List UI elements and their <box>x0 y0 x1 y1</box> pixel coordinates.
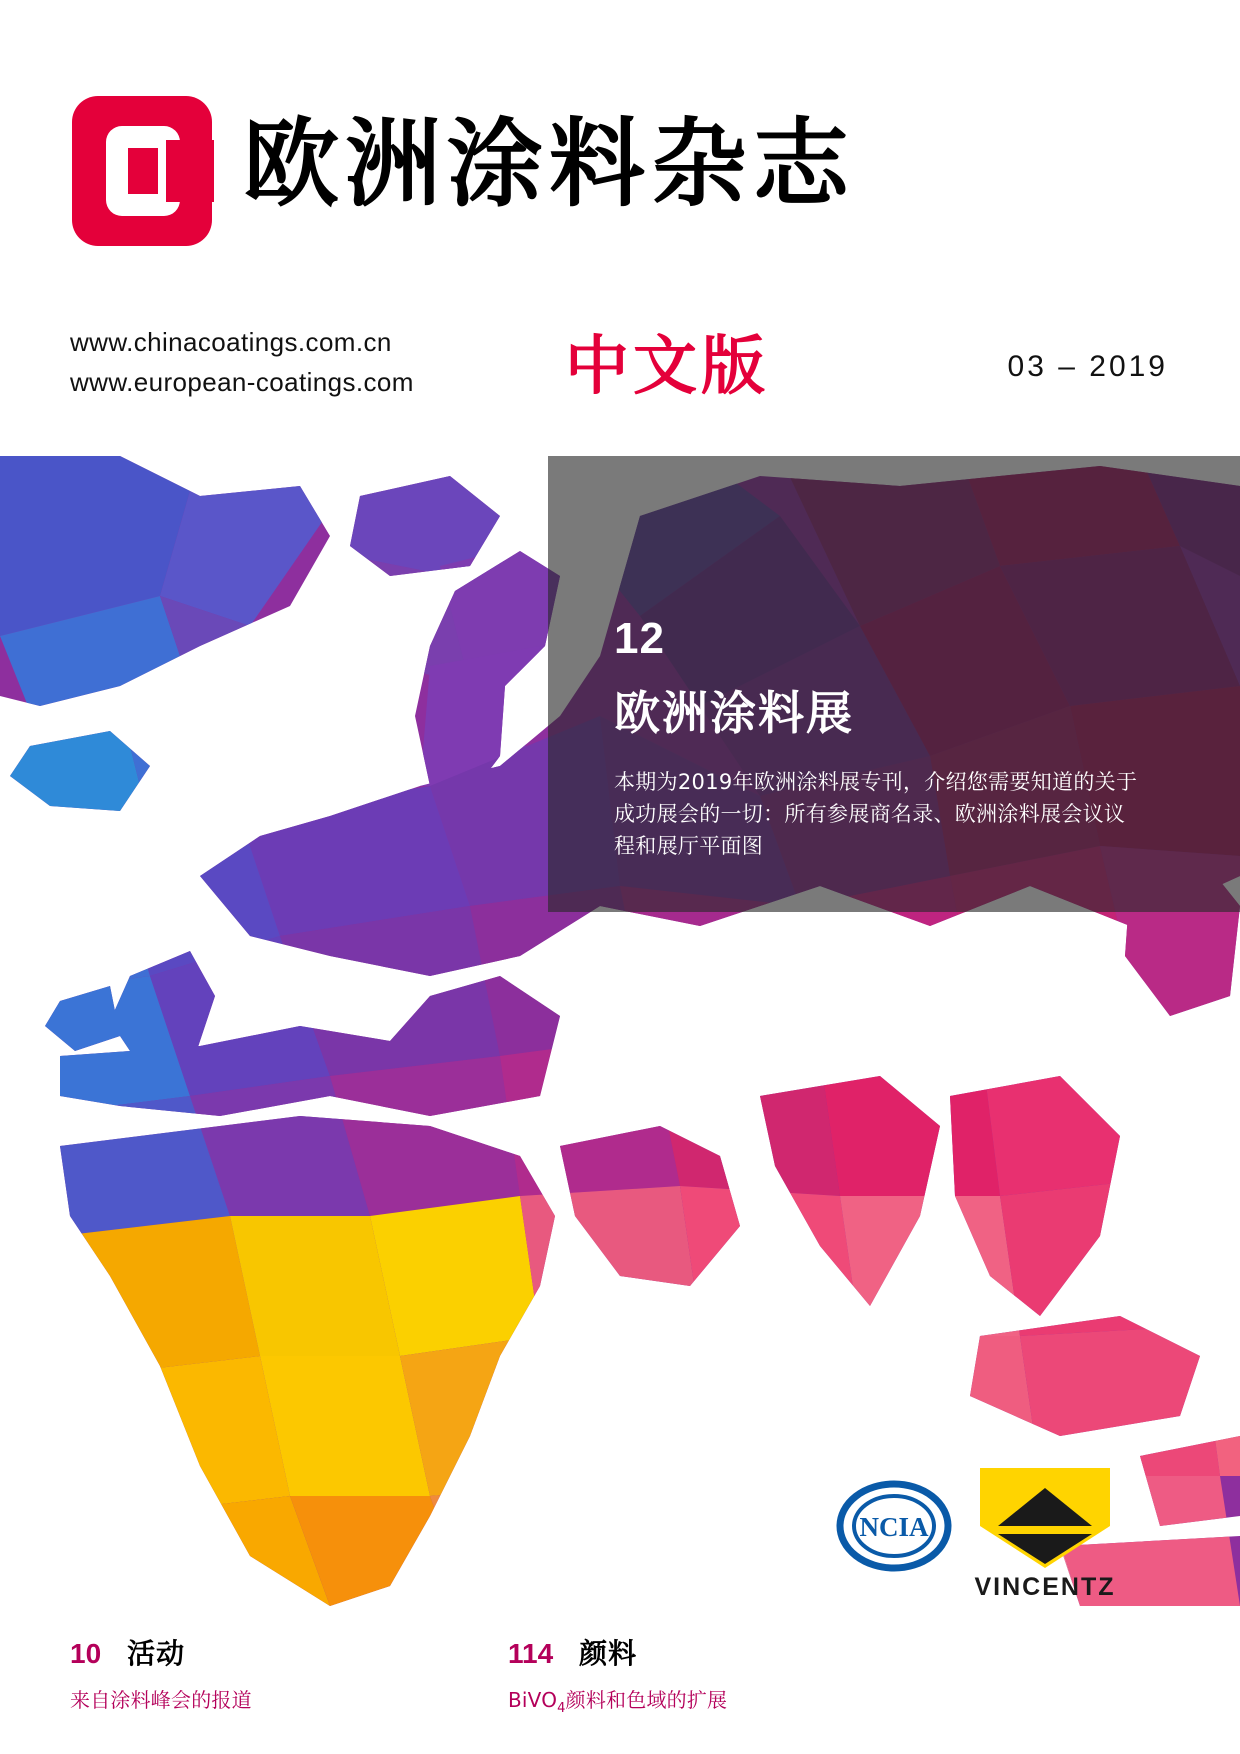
feature-page-number: 12 <box>614 614 665 663</box>
teaser-subtitle-subscript: 4 <box>557 1701 566 1716</box>
teaser-pigments[interactable] <box>508 1632 727 1716</box>
website-urls <box>70 322 414 402</box>
vincentz-mark-icon <box>950 1464 1140 1576</box>
teaser-subtitle: 来自涂料峰会的报道 <box>70 1688 252 1712</box>
teaser-subtitle-pre: BiVO <box>508 1688 558 1712</box>
edition-label: 中文版 <box>565 330 769 404</box>
website-url-cn[interactable]: www.chinacoatings.com.cn <box>70 327 392 357</box>
teaser-category: 活动 <box>127 1637 186 1670</box>
vincentz-logo-text: VINCENTZ <box>974 1573 1116 1601</box>
teaser-subtitle-post: 颜料和色域的扩展 <box>565 1688 728 1712</box>
vincentz-logo <box>950 1464 1140 1604</box>
teaser-category: 颜料 <box>579 1637 638 1670</box>
teaser-page-number: 10 <box>70 1638 102 1669</box>
feature-headline: 欧洲涂料展 <box>614 686 854 740</box>
logo-letter-notch <box>166 140 214 202</box>
feature-description: 本期为2019年欧洲涂料展专刊，介绍您需要知道的关于成功展会的一切：所有参展商名录、欧洲涂料展会议议程和展厅平面图 <box>614 770 1138 858</box>
footer-teasers <box>0 1604 1240 1754</box>
ncia-logo-text: NCIA <box>859 1512 929 1542</box>
teaser-activities[interactable] <box>70 1632 252 1713</box>
feature-panel <box>548 456 1240 912</box>
magazine-logo-icon <box>72 96 212 246</box>
magazine-title: 欧洲涂料杂志 <box>243 108 855 220</box>
website-url-en[interactable]: www.european-coatings.com <box>70 367 414 397</box>
teaser-subtitle <box>508 1684 727 1716</box>
teaser-page-number: 114 <box>508 1638 554 1669</box>
ncia-logo-icon <box>836 1474 952 1578</box>
masthead <box>0 0 1240 456</box>
issue-number: 03 – 2019 <box>1007 350 1168 383</box>
